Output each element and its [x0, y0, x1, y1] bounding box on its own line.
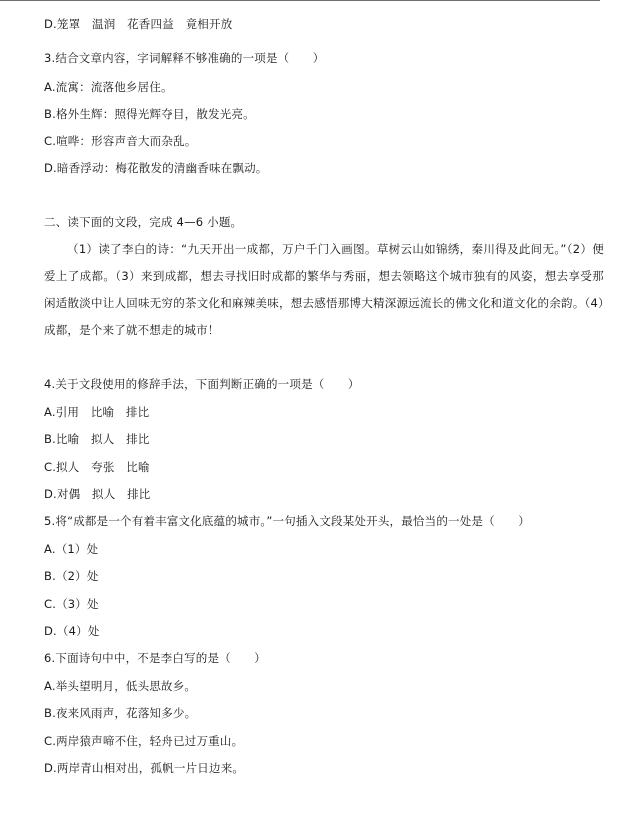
section2-passage: （1）读了李白的诗：“九天开出一成都，万户千门入画图。草树云山如锦绣，秦川得及此间无。”（2）便爱上了成都。（3）来到成都，想去寻找旧时成都的繁华与秀丽，想去领略这个城市独有的风姿，想去享受那闲适散淡中让人回味无穷的茶文化和麻辣美味，想去感悟那博大精深源远流长的佛文化和道文化的余韵。（4）成都，是个来了就不想走的城市！: [44, 242, 604, 337]
q5-option-a: A.（1）处: [44, 542, 99, 556]
q3-stem: 3.结合文章内容，字词解释不够准确的一项是（ ）: [44, 51, 325, 65]
q3-option-c: C.喧哗：形容声音大而杂乱。: [44, 134, 197, 148]
q5-option-b: B.（2）处: [44, 569, 99, 583]
q4-option-c: C.拟人 夸张 比喻: [44, 460, 150, 474]
q3-option-b: B.格外生辉：照得光辉夺目，散发光亮。: [44, 107, 255, 121]
section2-heading: 二、读下面的文段，完成 4—6 小题。: [44, 215, 243, 229]
q4-option-a: A.引用 比喻 排比: [44, 405, 150, 419]
q5-option-d: D.（4）处: [44, 624, 100, 638]
q4-stem: 4.关于文段使用的修辞手法，下面判断正确的一项是（ ）: [44, 377, 360, 391]
q5-stem: 5.将“成都是一个有着丰富文化底蕴的城市。”一句插入文段某处开头，最恰当的一处是（ ）: [44, 514, 530, 528]
top-rule: [0, 0, 600, 1]
q2-option-d: D.笼罩 温润 花香四益 竟相开放: [44, 17, 233, 31]
q6-option-c: C.两岸猿声啼不住，轻舟已过万重山。: [44, 734, 244, 748]
q5-option-c: C.（3）处: [44, 597, 99, 611]
q4-option-b: B.比喻 拟人 排比: [44, 432, 150, 446]
q6-option-b: B.夜来风雨声，花落知多少。: [44, 706, 197, 720]
q4-option-d: D.对偶 拟人 排比: [44, 487, 151, 501]
q6-stem: 6.下面诗句中中，不是李白写的是（ ）: [44, 651, 266, 665]
q6-option-a: A.举头望明月，低头思故乡。: [44, 679, 197, 693]
q6-option-d: D.两岸青山相对出，孤帆一片日边来。: [44, 761, 245, 775]
q3-option-a: A.流寓：流落他乡居住。: [44, 80, 173, 94]
q3-option-d: D.暗香浮动：梅花散发的清幽香味在飘动。: [44, 161, 268, 175]
